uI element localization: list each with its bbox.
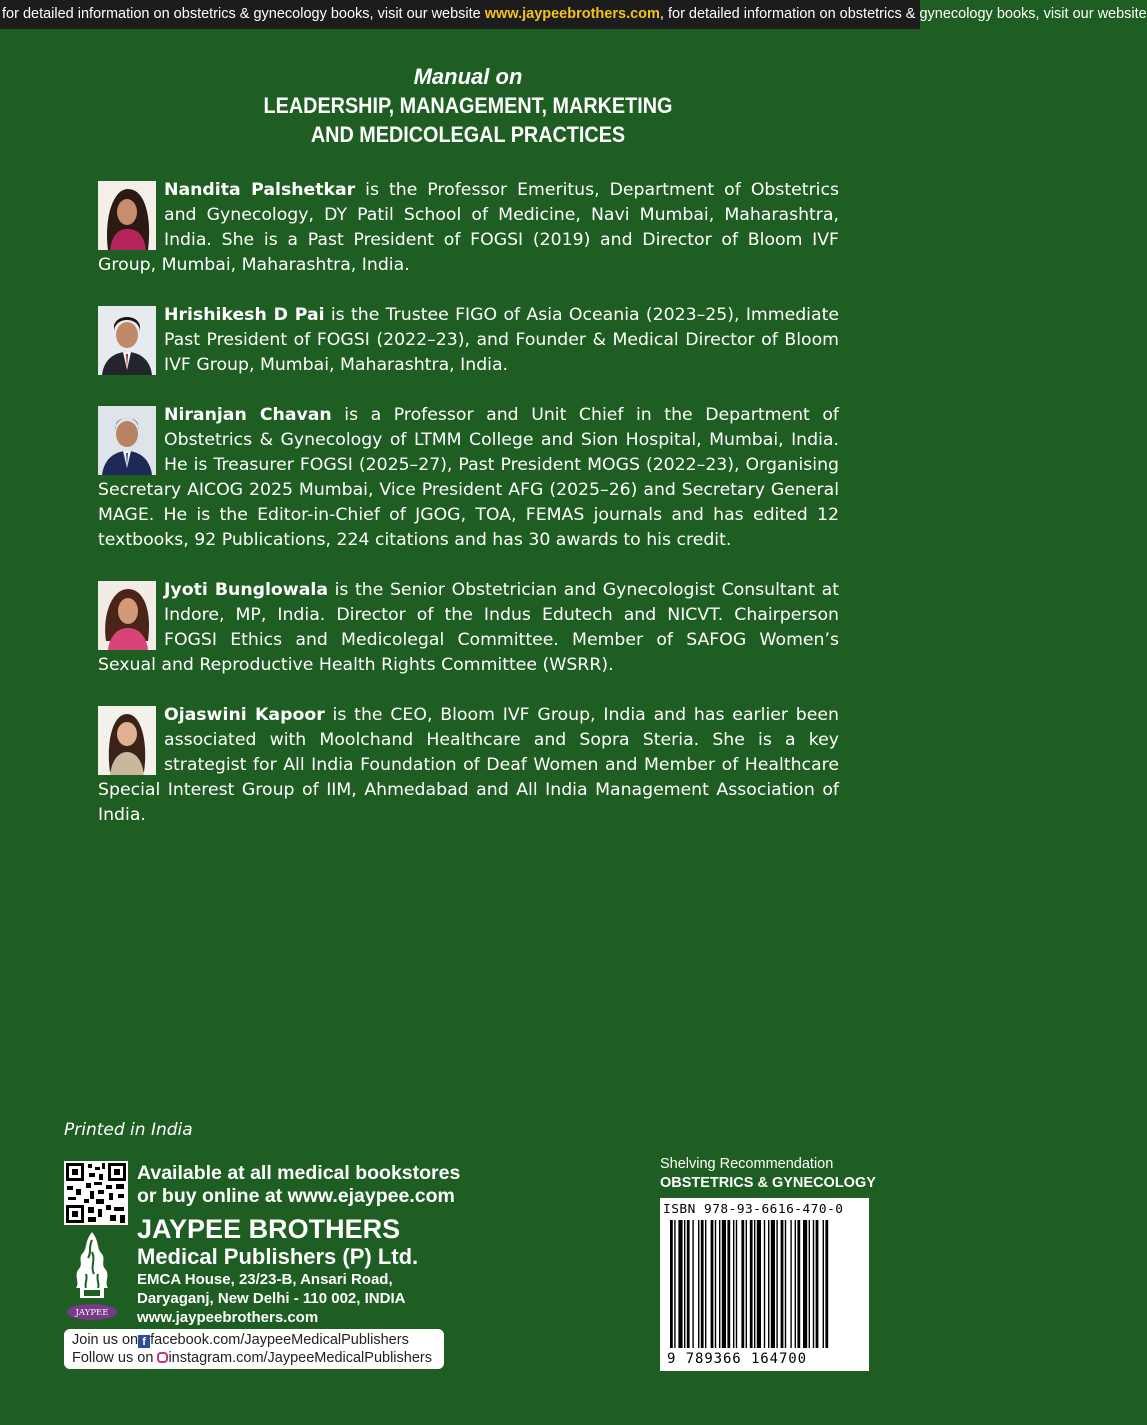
barcode-bar	[795, 1220, 796, 1348]
barcode-bar	[684, 1220, 685, 1348]
banner-website-link[interactable]: www.jaypeebrothers.com	[484, 6, 660, 22]
facebook-link[interactable]: facebook.com/JaypeeMedicalPublishers	[150, 1332, 409, 1348]
title-prefix: Manual on	[413, 64, 523, 89]
barcode-bar	[736, 1220, 737, 1348]
author-bio	[98, 703, 839, 828]
publisher-website[interactable]: www.jaypeebrothers.com	[137, 1309, 319, 1326]
barcode-bar	[705, 1220, 706, 1348]
barcode-bar	[692, 1220, 693, 1348]
barcode-bar	[757, 1220, 761, 1348]
barcode-bar	[715, 1220, 716, 1348]
title-line-2: AND MEDICOLEGAL PRACTICES	[310, 122, 626, 147]
barcode-bar	[764, 1220, 765, 1348]
publisher-info	[137, 1214, 418, 1327]
barcode-bar	[781, 1220, 784, 1348]
barcode-bar	[790, 1220, 791, 1348]
barcode-bar	[768, 1220, 769, 1348]
barcode-bar	[727, 1220, 730, 1348]
barcode-bar	[750, 1220, 753, 1348]
barcode-bar	[746, 1220, 747, 1348]
banner-text-repeat: , for detailed information on obstetrics & gynecology books, visit our website	[659, 6, 1147, 22]
barcode-bar	[698, 1220, 699, 1348]
publisher-logo-icon	[66, 1230, 118, 1322]
publisher-address-line-2: Daryaganj, New Delhi - 110 002, INDIA	[137, 1290, 406, 1307]
barcode-bar	[754, 1220, 755, 1348]
logo-label: JAYPEE	[75, 1308, 109, 1318]
barcode-bar	[687, 1220, 690, 1348]
availability-info	[137, 1162, 460, 1208]
barcode-digits: 9 789366 164700	[667, 1351, 807, 1367]
barcode-bars	[660, 1198, 869, 1371]
author-photo	[98, 706, 156, 775]
instagram-icon	[157, 1352, 168, 1363]
author-description: is the Trustee FIGO of Asia Oceania (2023–25), Immediate Past President of FOGSI (2022–23), and Founder & Medical Director of Bloom IVF Group, Mumbai, Maharashtra, India.	[164, 305, 839, 375]
barcode-bar	[816, 1220, 819, 1348]
author-bio	[98, 303, 839, 378]
title-line-1: LEADERSHIP, MANAGEMENT, MARKETING	[263, 93, 673, 118]
shelving-label: Shelving Recommendation	[660, 1156, 834, 1172]
barcode-bar	[803, 1220, 807, 1348]
barcode-bar	[741, 1220, 744, 1348]
shelving-recommendation	[660, 1155, 876, 1193]
barcode-bar	[733, 1220, 734, 1348]
author-description: is the Senior Obstetrician and Gynecologist Consultant at Indore, MP, India. Director of the Indus Edutech and NICVT. Chairperson FOGSI Ethics and Medicolegal Committee. Member of SAFOG Women’s Sexual and Reproductive Health Rights Committee (WSRR).	[98, 580, 839, 675]
author-photo	[98, 406, 156, 475]
top-banner	[0, 0, 1147, 29]
banner-text: for detailed information on obstetrics & gynecology books, visit our website	[2, 6, 485, 22]
author-name: Hrishikesh D Pai	[164, 305, 325, 325]
author-name: Jyoti Bunglowala	[164, 580, 329, 600]
barcode-bar	[678, 1220, 682, 1348]
author-bio	[98, 403, 839, 553]
author-bio	[98, 178, 839, 278]
barcode-bar	[711, 1220, 714, 1348]
shelving-category: OBSTETRICS & GYNECOLOGY	[660, 1175, 876, 1191]
author-name: Ojaswini Kapoor	[164, 705, 325, 725]
barcode-bar	[825, 1220, 828, 1348]
publisher-subname: Medical Publishers (P) Ltd.	[137, 1244, 419, 1269]
qr-code[interactable]	[64, 1161, 128, 1225]
isbn-text: ISBN 978-93-6616-470-0	[663, 1202, 844, 1217]
author-description: is the Professor Emeritus, Department of Obstetrics and Gynecology, DY Patil School of Medicine, Navi Mumbai, Maharashtra, India. She is a Past President of FOGSI (2019) and Director of Bloom IVF Group, Mumbai, Maharashtra, India.	[98, 180, 839, 275]
author-photo	[98, 306, 156, 375]
facebook-icon: f	[138, 1335, 150, 1348]
barcode-bar	[771, 1220, 775, 1348]
isbn-barcode	[660, 1198, 869, 1371]
barcode-bar	[813, 1220, 814, 1348]
barcode-bar	[809, 1220, 810, 1348]
barcode-bar	[670, 1220, 673, 1348]
barcode-bar	[776, 1220, 777, 1348]
author-name: Niranjan Chavan	[164, 405, 332, 425]
social-links	[64, 1329, 444, 1369]
barcode-bar	[722, 1220, 726, 1348]
barcode-bar	[719, 1220, 720, 1348]
book-title	[0, 62, 936, 149]
availability-line-1: Available at all medical bookstores	[137, 1162, 461, 1184]
barcode-bar	[785, 1220, 786, 1348]
author-description: is the CEO, Bloom IVF Group, India and has earlier been associated with Moolchand Healthcare and Sopra Steria. She is a key strategist for All India Foundation of Deaf Women and Member of Healthcare Special Interest Group of IIM, Ahmedabad and All India Management Association of India.	[98, 705, 839, 825]
publisher-name: JAYPEE BROTHERS	[137, 1214, 401, 1244]
join-label: Join us on	[72, 1332, 139, 1348]
barcode-bar	[797, 1220, 800, 1348]
publisher-address-line-1: EMCA House, 23/23-B, Ansari Road,	[137, 1271, 393, 1288]
barcode-bar	[674, 1220, 675, 1348]
instagram-link[interactable]: instagram.com/JaypeeMedicalPublishers	[168, 1350, 432, 1366]
author-photo	[98, 581, 156, 650]
author-description: is a Professor and Unit Chief in the Department of Obstetrics & Gynecology of LTMM College and Sion Hospital, Mumbai, India. He is Treasurer FOGSI (2025–27), Past President MOGS (2022–23), Organising Secretary AICOG 2025 Mumbai, Vice President AFG (2025–26) and Secretary General MAGE. He is the Editor-in-Chief of JGOG, TOA, FEMAS journals and has edited 12 textbooks, 92 Publications, 224 citations and has 30 awards to his credit.	[98, 405, 840, 550]
author-bio	[98, 578, 839, 678]
availability-line-2: or buy online at www.ejaypee.com	[137, 1185, 455, 1207]
author-photo	[98, 181, 156, 250]
printed-in-india: Printed in India	[64, 1120, 193, 1140]
barcode-bar	[823, 1220, 824, 1348]
barcode-bar	[701, 1220, 704, 1348]
follow-label: Follow us on	[72, 1350, 154, 1366]
author-name: Nandita Palshetkar	[164, 180, 356, 200]
